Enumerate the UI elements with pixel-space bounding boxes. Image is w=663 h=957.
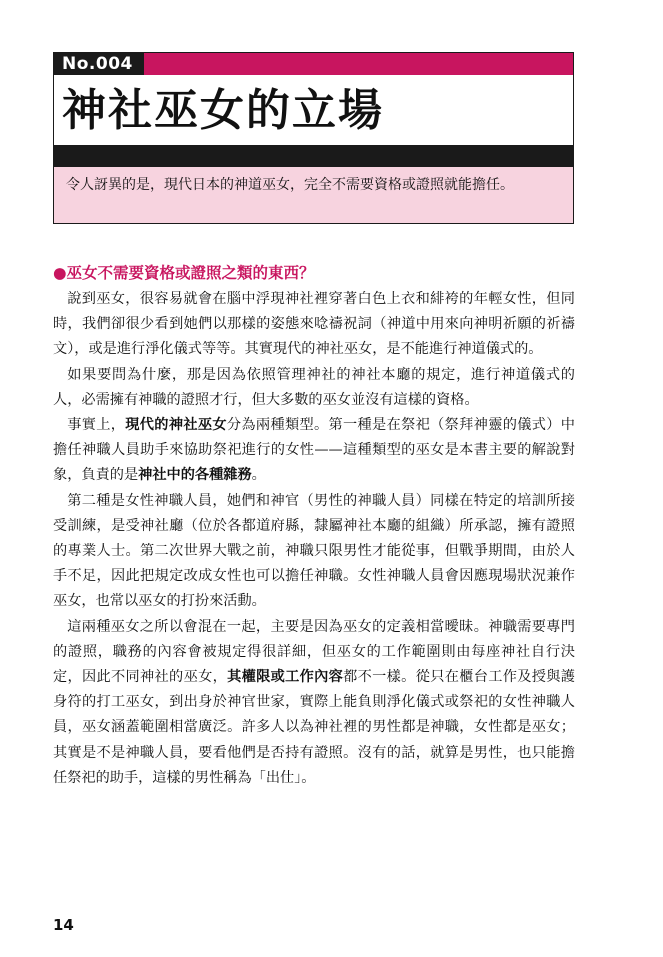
body-text (53, 287, 575, 791)
emphasis-text: 其權限或工作內容 (227, 669, 344, 686)
article-header (53, 52, 574, 224)
header-divider-bar (54, 145, 573, 167)
text-run: 如果要問為什麼，那是因為依照管理神社的神社本廳的規定，進行神道儀式的人，必需擁有神職的證照才行，但大多數的巫女並沒有這樣的資格。 (53, 366, 575, 408)
body-paragraph (53, 489, 575, 615)
body-paragraph (53, 363, 575, 413)
page-title: 神社巫女的立場 (62, 85, 384, 136)
body-paragraph (53, 287, 575, 363)
body-paragraph (53, 615, 575, 791)
section-heading: ●巫女不需要資格或證照之類的東西？ (53, 264, 315, 282)
text-run: 第二種是女性神職人員，她們和神官（男性的神職人員）同樣在特定的培訓所接受訓練，是受神社廳（位於各都道府縣，隸屬神社本廳的組織）所承認，擁有證照的專業人士。第二次世界大戰之前，神職只限男性才能從事，但戰爭期間，由於人手不足，因此把規定改成女性也可以擔任神職。女性神職人員會因應現場狀況兼作巫女，也常以巫女的打扮來活動。 (53, 492, 575, 610)
page-number: 14 (53, 916, 74, 934)
text-run: 這兩種巫女之所以會混在一起，主要是因為巫女的定義相當曖昧。神職需要專門的證照，職務的內容會被規定得很詳細，但巫女的工作範圍則由每座神社自行決定，因此不同神社的巫女， (53, 618, 575, 686)
text-run: 都不一樣。從只在櫃台工作及授與護身符的打工巫女，到出身於神官世家，實際上能負則淨化儀式或祭祀的女性神職人員，巫女涵蓋範圍相當廣泛。許多人以為神社裡的男性都是神職，女性都是巫女；其實是不是神職人員，要看他們是否持有證照。沒有的話，就算是男性，也只能擔任祭祀的助手，這樣的男性稱為「出仕」。 (53, 669, 575, 786)
emphasis-text: 神社中的各種雜務 (138, 467, 252, 484)
text-run: 事實上， (67, 417, 126, 434)
text-run: 。 (251, 467, 266, 484)
text-run: 分為兩種類型。第一種是在祭祀（祭拜神靈的儀式）中擔任神職人員助手來協助祭祀進行的女性——這種類型的巫女是本書主要的解說對象，負責的是 (53, 417, 575, 484)
summary-box: 令人訝異的是，現代日本的神道巫女，完全不需要資格或證照就能擔任。 (54, 167, 573, 223)
text-run: 說到巫女，很容易就會在腦中浮現神社裡穿著白色上衣和緋袴的年輕女性，但同時，我們卻很少看到她們以那樣的姿態來唸禱祝詞（神道中用來向神明祈願的祈禱文），或是進行淨化儀式等等。其實現代的神社巫女，是不能進行神道儀式的。 (53, 291, 575, 358)
emphasis-text: 現代的神社巫女 (125, 417, 227, 434)
article-number-badge: No.004 (54, 53, 144, 75)
body-paragraph (53, 413, 575, 489)
